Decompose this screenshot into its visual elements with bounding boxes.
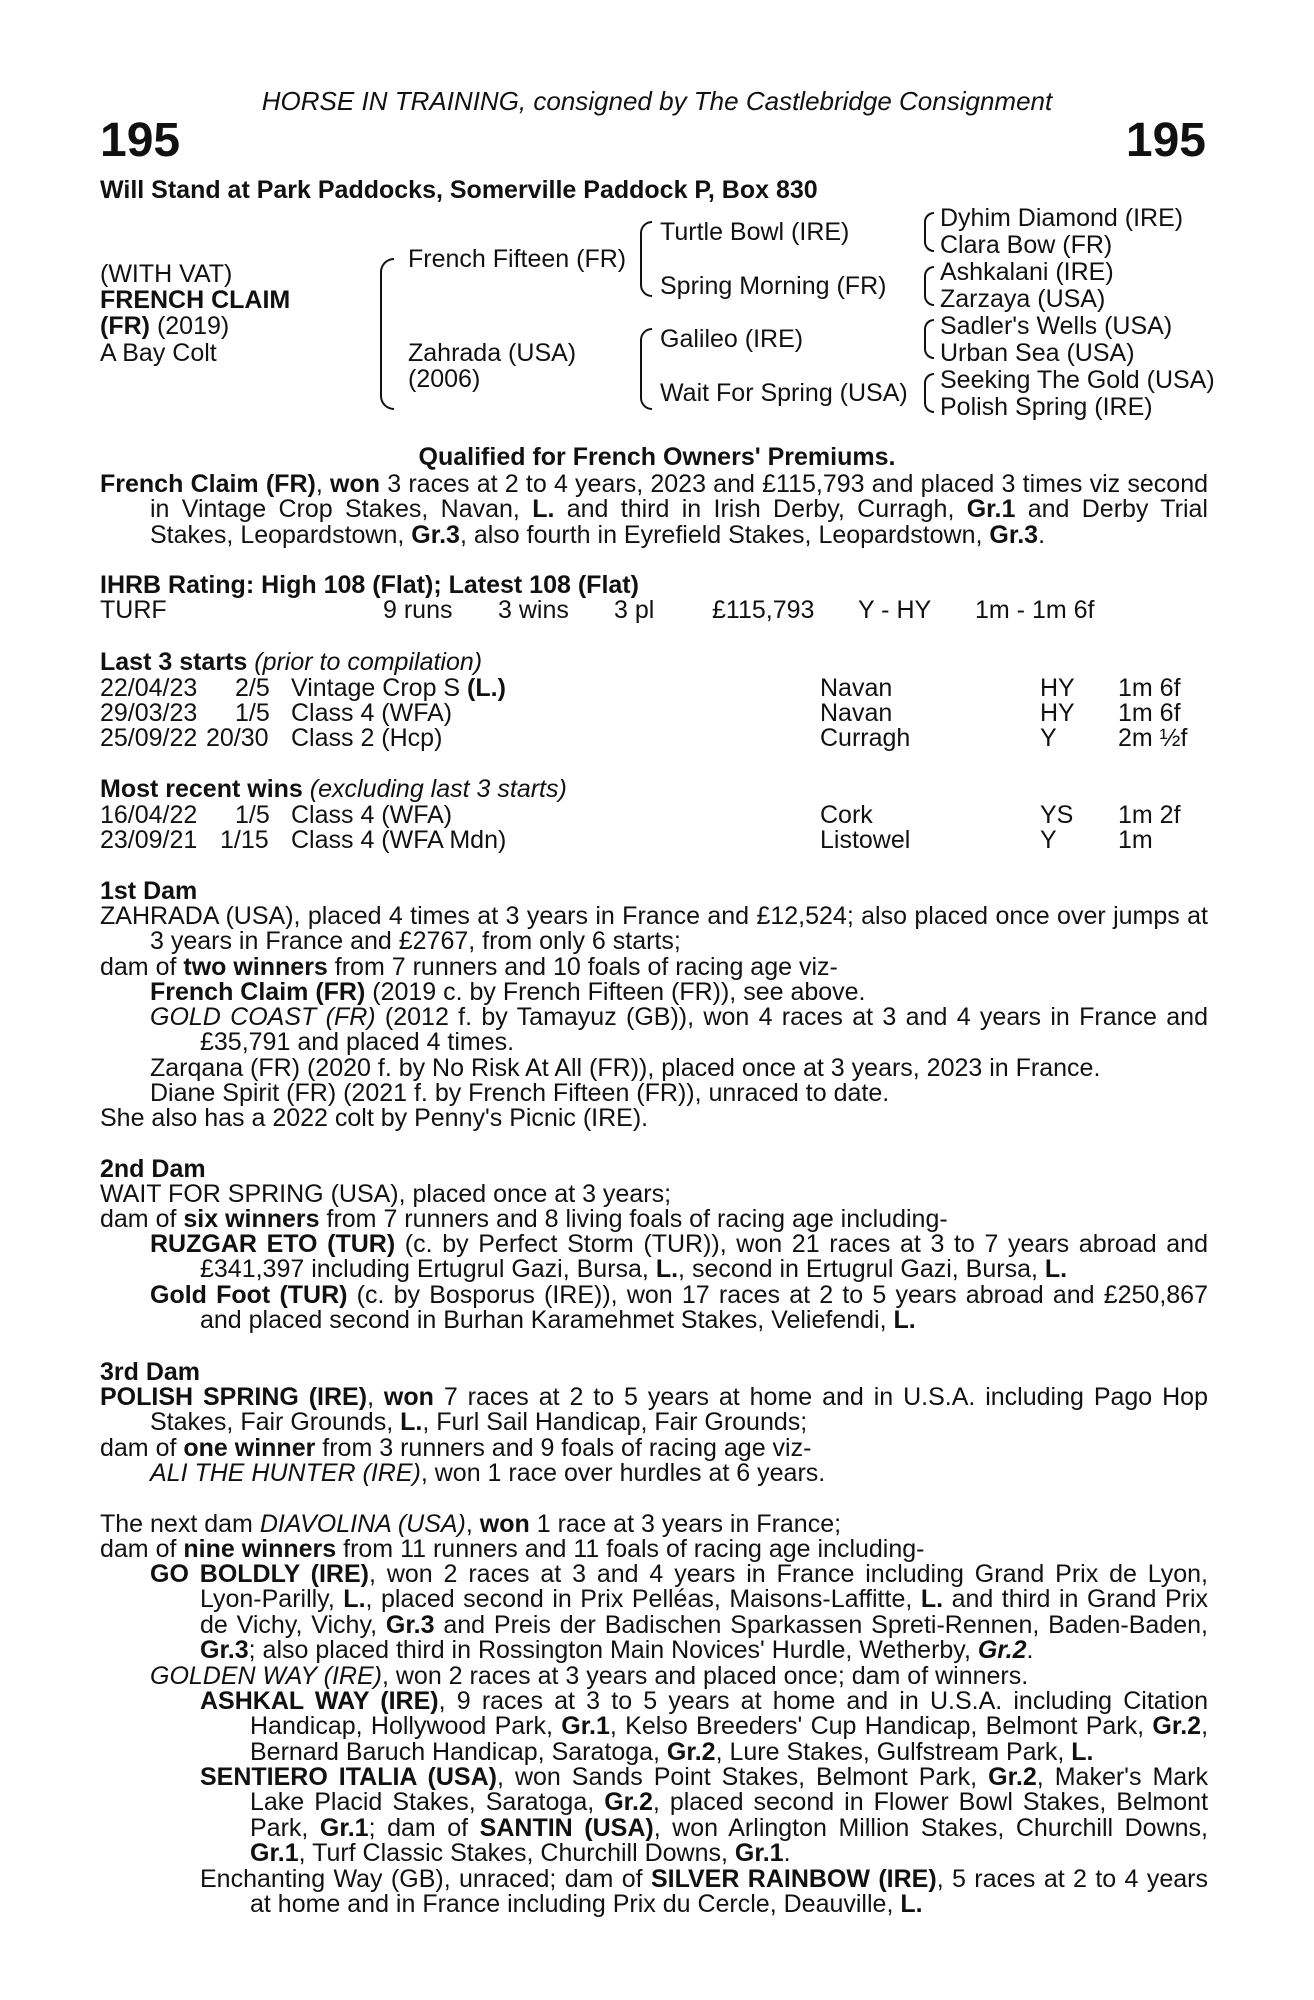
summary-text: . <box>1038 520 1046 549</box>
dam2-record: WAIT FOR SPRING (USA), placed once at 3 years; <box>100 1180 672 1208</box>
grade-badge: Gr.2 <box>988 1763 1037 1791</box>
form-date: 23/09/21 <box>100 826 198 854</box>
summary-horse: French Claim (FR) <box>100 470 316 498</box>
rating-placed: 3 pl <box>614 596 655 624</box>
produce-entry <box>150 980 1208 1005</box>
dam2-title: 2nd Dam <box>100 1155 206 1183</box>
dam3-title: 3rd Dam <box>100 1358 201 1386</box>
grade-badge: Gr.1 <box>734 1839 784 1868</box>
stabling-info: Will Stand at Park Paddocks, Somerville Paddock P, Box 830 <box>100 176 818 204</box>
pedigree-sire: French Fifteen (FR) <box>408 245 627 273</box>
winners-count: two winners <box>183 953 328 981</box>
recent-title-text: Most recent wins <box>100 775 303 803</box>
form-row <box>0 701 1314 727</box>
produce-entry <box>150 1005 1208 1056</box>
dam1-record: ZAHRADA (USA), placed 4 times at 3 years in France and £12,524; also placed once over jumps at 3 years in France and £2767, from only 6 starts; <box>100 902 1208 956</box>
pedigree-dam-dam: Wait For Spring (USA) <box>660 379 908 407</box>
produce-text: ; dam of <box>368 1813 480 1842</box>
rating-surface: TURF <box>100 596 167 624</box>
produce-entry <box>150 1283 1208 1334</box>
produce-text: (c. by Perfect Storm (TUR)), won 21 races at 3 to 7 years abroad and £341,397 including Ertugrul Gazi, Bursa, <box>200 1230 1208 1284</box>
produce-entry <box>150 1232 1208 1283</box>
lot-number-right: 195 <box>1125 114 1206 167</box>
produce-text: , 9 races at 3 to 5 years at home and in U.S.A. including Citation Handicap, Hollywood Park, <box>250 1687 1208 1741</box>
dam1-title: 1st Dam <box>100 877 198 905</box>
dam2-produce-intro <box>100 1207 948 1232</box>
produce-name: ALI THE HUNTER (IRE) <box>150 1459 421 1487</box>
produce-text: , won 2 races at 3 years and placed once; dam of winners. <box>381 1662 1029 1690</box>
form-going: Y <box>1040 724 1057 752</box>
text: The next dam <box>100 1510 260 1538</box>
produce-entry <box>200 1867 1208 1918</box>
form-distance: 1m 2f <box>1118 801 1181 829</box>
premiums-note: Qualified for French Owners' Premiums. <box>418 443 896 471</box>
lot-number-left: 195 <box>100 114 181 167</box>
produce-name: ASHKAL WAY (IRE) <box>200 1687 439 1715</box>
produce-text: (2012 f. by Tamayuz (GB)), won 4 races at 3 and 4 years in France and £35,791 and placed 4 times. <box>200 1003 1208 1057</box>
form-position: 1/5 <box>235 801 270 829</box>
recent-note: (excluding last 3 starts) <box>309 775 567 803</box>
produce-entry: Diane Spirit (FR) (2021 f. by French Fifteen (FR)), unraced to date. <box>150 1079 890 1107</box>
text: dam of <box>100 1434 184 1462</box>
pedigree-bracket-ds <box>924 319 934 359</box>
produce-name: Gold Foot (TUR) <box>150 1281 348 1309</box>
pedigree-ddd: Polish Spring (IRE) <box>940 393 1153 421</box>
form-date: 22/04/23 <box>100 674 198 702</box>
pedigree-ssd: Clara Bow (FR) <box>940 231 1113 259</box>
grade-badge: L. <box>343 1585 366 1614</box>
text: , Furl Sail Handicap, Fair Grounds; <box>422 1408 808 1437</box>
form-position: 2/5 <box>235 674 270 702</box>
form-going: Y <box>1040 826 1057 854</box>
form-race: Class 2 (Hcp) <box>291 724 443 752</box>
text: , <box>367 1383 384 1411</box>
form-date: 29/03/23 <box>100 699 198 727</box>
horse-description: A Bay Colt <box>100 339 217 367</box>
rating-title: IHRB Rating: High 108 (Flat); Latest 108 (Flat) <box>100 571 639 599</box>
summary-text: and third in Irish Derby, Curragh, <box>554 495 967 524</box>
pedigree-sdd: Zarzaya (USA) <box>940 285 1106 313</box>
grade-badge: Gr.2 <box>666 1737 716 1766</box>
pedigree-sss: Dyhim Diamond (IRE) <box>940 204 1184 232</box>
pedigree-dam-year: (2006) <box>408 365 481 393</box>
grade-badge: L. <box>400 1408 423 1437</box>
grade-badge: Gr.3 <box>200 1636 249 1665</box>
winners-count: one winner <box>183 1434 316 1462</box>
grade-badge: L. <box>655 1255 679 1284</box>
won-label: won <box>479 1510 530 1538</box>
text: from 7 runners and 10 foals of racing age viz- <box>327 953 838 981</box>
grade-badge: Gr.1 <box>561 1712 610 1741</box>
text: dam of <box>100 953 184 981</box>
produce-text: . <box>783 1839 791 1868</box>
pedigree-dam-sire: Galileo (IRE) <box>660 325 804 353</box>
form-distance: 2m ½f <box>1118 724 1188 752</box>
produce-entry <box>200 1765 1208 1867</box>
produce-entry <box>150 1562 1208 1664</box>
dam1-produce-intro <box>100 955 838 980</box>
produce-text: , Kelso Breeders' Cup Handicap, Belmont Park, <box>609 1712 1153 1741</box>
grade-badge: Gr.1 <box>319 1813 369 1842</box>
produce-text: , Turf Classic Stakes, Churchill Downs, <box>298 1839 735 1868</box>
pedigree-dsd: Urban Sea (USA) <box>940 339 1135 367</box>
produce-text: , placed second in Flower Bowl Stakes, Belmont Park, <box>250 1788 1209 1842</box>
rating-earnings: £115,793 <box>712 596 815 624</box>
grade-badge: L. <box>532 495 555 524</box>
pedigree-dss: Sadler's Wells (USA) <box>940 312 1173 340</box>
horse-country: (FR) <box>100 312 150 340</box>
dam3-record <box>100 1385 1208 1436</box>
winners-count: nine winners <box>183 1535 337 1563</box>
form-course: Navan <box>820 699 893 727</box>
grade-badge: L. <box>1071 1737 1094 1766</box>
text: from 3 runners and 9 foals of racing age viz- <box>315 1434 812 1462</box>
nextdam-produce-intro <box>100 1537 925 1562</box>
produce-text: , Maker's Mark Lake Placid Stakes, Saratoga, <box>250 1763 1209 1817</box>
rating-runs: 9 runs <box>383 596 453 624</box>
produce-text: , 5 races at 2 to 4 years at home and in France including Prix du Cercle, Deauville, <box>250 1865 1208 1919</box>
produce-text: and third in Grand Prix de Vichy, Vichy, <box>200 1585 1208 1639</box>
form-race: Class 4 (WFA Mdn) <box>291 826 507 854</box>
pedigree-sds: Ashkalani (IRE) <box>940 258 1114 286</box>
dam1-note: She also has a 2022 colt by Penny's Picnic (IRE). <box>100 1104 649 1132</box>
text: 1 race at 3 years in France; <box>529 1510 842 1538</box>
grade-badge: Gr.3 <box>989 520 1039 549</box>
pedigree-bracket-ss <box>924 212 934 252</box>
produce-entry <box>150 1461 825 1486</box>
form-date: 16/04/22 <box>100 801 198 829</box>
form-date: 25/09/22 <box>100 724 198 752</box>
form-course: Listowel <box>820 826 911 854</box>
form-race: Class 4 (WFA) <box>291 801 453 829</box>
form-going: HY <box>1040 674 1075 702</box>
race-summary: French Claim (FR), won 3 races at 2 to 4 years, 2023 and £115,793 and placed 3 times viz second in Vintage Crop Stakes, Navan, L. and third in Irish Derby, Curragh, Gr.1 and Derby Trial Stakes, Leopardstown, Gr.3, also fourth in Eyrefield Stakes, Leopardstown, Gr.3. <box>100 470 1208 549</box>
last3-title <box>100 650 482 675</box>
winners-count: six winners <box>183 1205 320 1233</box>
produce-name: French Claim (FR) <box>150 978 366 1006</box>
grade-badge: Gr.3 <box>385 1610 435 1639</box>
produce-text: ; also placed third in Rossington Main Novices' Hurdle, Wetherby, <box>248 1636 978 1665</box>
grade-badge: Gr.1 <box>250 1839 299 1868</box>
pedigree-sire-dam: Spring Morning (FR) <box>660 272 887 300</box>
pedigree-bracket-dd <box>924 373 934 413</box>
rating-going: Y - HY <box>858 596 932 624</box>
form-race: Class 4 (WFA) <box>291 699 453 727</box>
rating-wins: 3 wins <box>498 596 569 624</box>
grade-badge: Gr.2 <box>977 1636 1027 1665</box>
dam3-produce-intro <box>100 1436 811 1461</box>
produce-entry <box>150 1664 1028 1689</box>
dam-name: POLISH SPRING (IRE) <box>100 1383 368 1411</box>
produce-text: , won 1 race over hurdles at 6 years. <box>420 1459 826 1487</box>
vat-note: (WITH VAT) <box>100 260 233 288</box>
grade-badge: Gr.2 <box>604 1788 653 1817</box>
produce-name: SENTIERO ITALIA (USA) <box>200 1763 497 1791</box>
form-row <box>0 676 1314 702</box>
recent-title <box>100 777 567 802</box>
produce-name: GOLDEN WAY (IRE) <box>150 1662 382 1690</box>
horse-name: FRENCH CLAIM <box>100 286 291 314</box>
form-row <box>0 726 1314 752</box>
form-position: 1/15 <box>220 826 269 854</box>
pedigree-dam: Zahrada (USA) <box>408 339 577 367</box>
form-row <box>0 803 1314 829</box>
produce-text: , Bernard Baruch Handicap, Saratoga, <box>250 1712 1209 1766</box>
grade-badge: Gr.2 <box>1152 1712 1202 1741</box>
summary-text: and Derby Trial Stakes, Leopardstown, <box>150 495 1208 549</box>
text: 7 races at 2 to 5 years at home and in U.S.A. including Pago Hop Stakes, Fair Grounds, <box>150 1383 1208 1437</box>
produce-text: , placed second in Prix Pelléas, Maisons-Laffitte, <box>365 1585 921 1614</box>
text: dam of <box>100 1205 184 1233</box>
grade-badge: (L.) <box>467 674 506 702</box>
pedigree-dds: Seeking The Gold (USA) <box>940 366 1215 394</box>
produce-text: , won Arlington Million Stakes, Churchill Downs, <box>653 1813 1208 1842</box>
produce-text: , won Sands Point Stakes, Belmont Park, <box>497 1763 989 1791</box>
produce-text: . <box>1026 1636 1034 1665</box>
produce-name: RUZGAR ETO (TUR) <box>150 1230 396 1258</box>
last3-title-text: Last 3 starts <box>100 648 248 676</box>
form-position: 1/5 <box>235 699 270 727</box>
horse-year: (2019) <box>156 312 230 340</box>
produce-text: , won 2 races at 3 and 4 years in France including Grand Prix de Lyon, Lyon-Parilly, <box>200 1560 1208 1614</box>
grade-badge: L. <box>920 1585 944 1614</box>
form-distance: 1m <box>1118 826 1153 854</box>
text: , <box>465 1510 480 1538</box>
form-row <box>0 828 1314 854</box>
produce-text: , second in Ertugrul Gazi, Bursa, <box>678 1255 1045 1284</box>
text: from 7 runners and 8 living foals of racing age including- <box>319 1205 948 1233</box>
form-distance: 1m 6f <box>1118 699 1181 727</box>
produce-text: and Preis der Badischen Sparkassen Spreti-Rennen, Baden-Baden, <box>434 1610 1208 1639</box>
last3-note: (prior to compilation) <box>254 648 483 676</box>
won-label: won <box>383 1383 434 1411</box>
grade-badge: L. <box>893 1306 916 1335</box>
pedigree-bracket-dam <box>640 328 652 410</box>
pedigree-bracket-sd <box>924 266 934 306</box>
produce-text: Enchanting Way (GB), unraced; dam of <box>200 1865 651 1893</box>
form-position: 20/30 <box>206 724 269 752</box>
form-course: Cork <box>820 801 873 829</box>
rating-distance: 1m - 1m 6f <box>975 596 1095 624</box>
grade-badge: Gr.1 <box>966 495 1016 524</box>
form-going: YS <box>1040 801 1074 829</box>
pedigree-sire-sire: Turtle Bowl (IRE) <box>660 218 850 246</box>
pedigree-bracket-sire <box>640 221 652 297</box>
produce-text: (c. by Bosporus (IRE)), won 17 races at 2 to 5 years abroad and £250,867 and placed second in Burhan Karamehmet Stakes, Veliefendi, <box>200 1281 1208 1335</box>
form-race <box>291 676 506 701</box>
page-header: HORSE IN TRAINING, consigned by The Castlebridge Consignment <box>261 86 1053 116</box>
pedigree-bracket-main <box>380 258 394 410</box>
produce-name: SANTIN (USA) <box>479 1813 654 1842</box>
grade-badge: L. <box>1044 1255 1068 1284</box>
text: from 11 runners and 11 foals of racing age including- <box>336 1535 925 1563</box>
text: dam of <box>100 1535 184 1563</box>
produce-name: GO BOLDLY (IRE) <box>150 1560 369 1588</box>
summary-text: , also fourth in Eyrefield Stakes, Leopardstown, <box>459 520 990 549</box>
produce-entry <box>200 1689 1208 1765</box>
summary-text: 3 races at 2 to 4 years, 2023 and £115,793 and placed 3 times viz second in Vintage Crop Stakes, Navan, <box>150 470 1208 524</box>
produce-entry: Zarqana (FR) (2020 f. by No Risk At All (FR)), placed once at 3 years, 2023 in France. <box>150 1054 1101 1082</box>
produce-text: (2019 c. by French Fifteen (FR)), see above. <box>365 978 866 1006</box>
form-course: Curragh <box>820 724 911 752</box>
form-course: Navan <box>820 674 893 702</box>
summary-won: won <box>330 470 381 498</box>
form-distance: 1m 6f <box>1118 674 1181 702</box>
dam-name: DIAVOLINA (USA) <box>259 1510 466 1538</box>
nextdam-record <box>100 1512 841 1537</box>
grade-badge: Gr.3 <box>411 520 460 549</box>
produce-text: , Lure Stakes, Gulfstream Park, <box>715 1737 1072 1766</box>
rating-row <box>0 598 1314 624</box>
form-race-name: Vintage Crop S <box>291 674 468 702</box>
horse-origin <box>100 314 229 339</box>
produce-name: SILVER RAINBOW (IRE) <box>650 1865 937 1893</box>
form-going: HY <box>1040 699 1075 727</box>
grade-badge: L. <box>900 1890 923 1919</box>
produce-name: GOLD COAST (FR) <box>150 1003 376 1031</box>
